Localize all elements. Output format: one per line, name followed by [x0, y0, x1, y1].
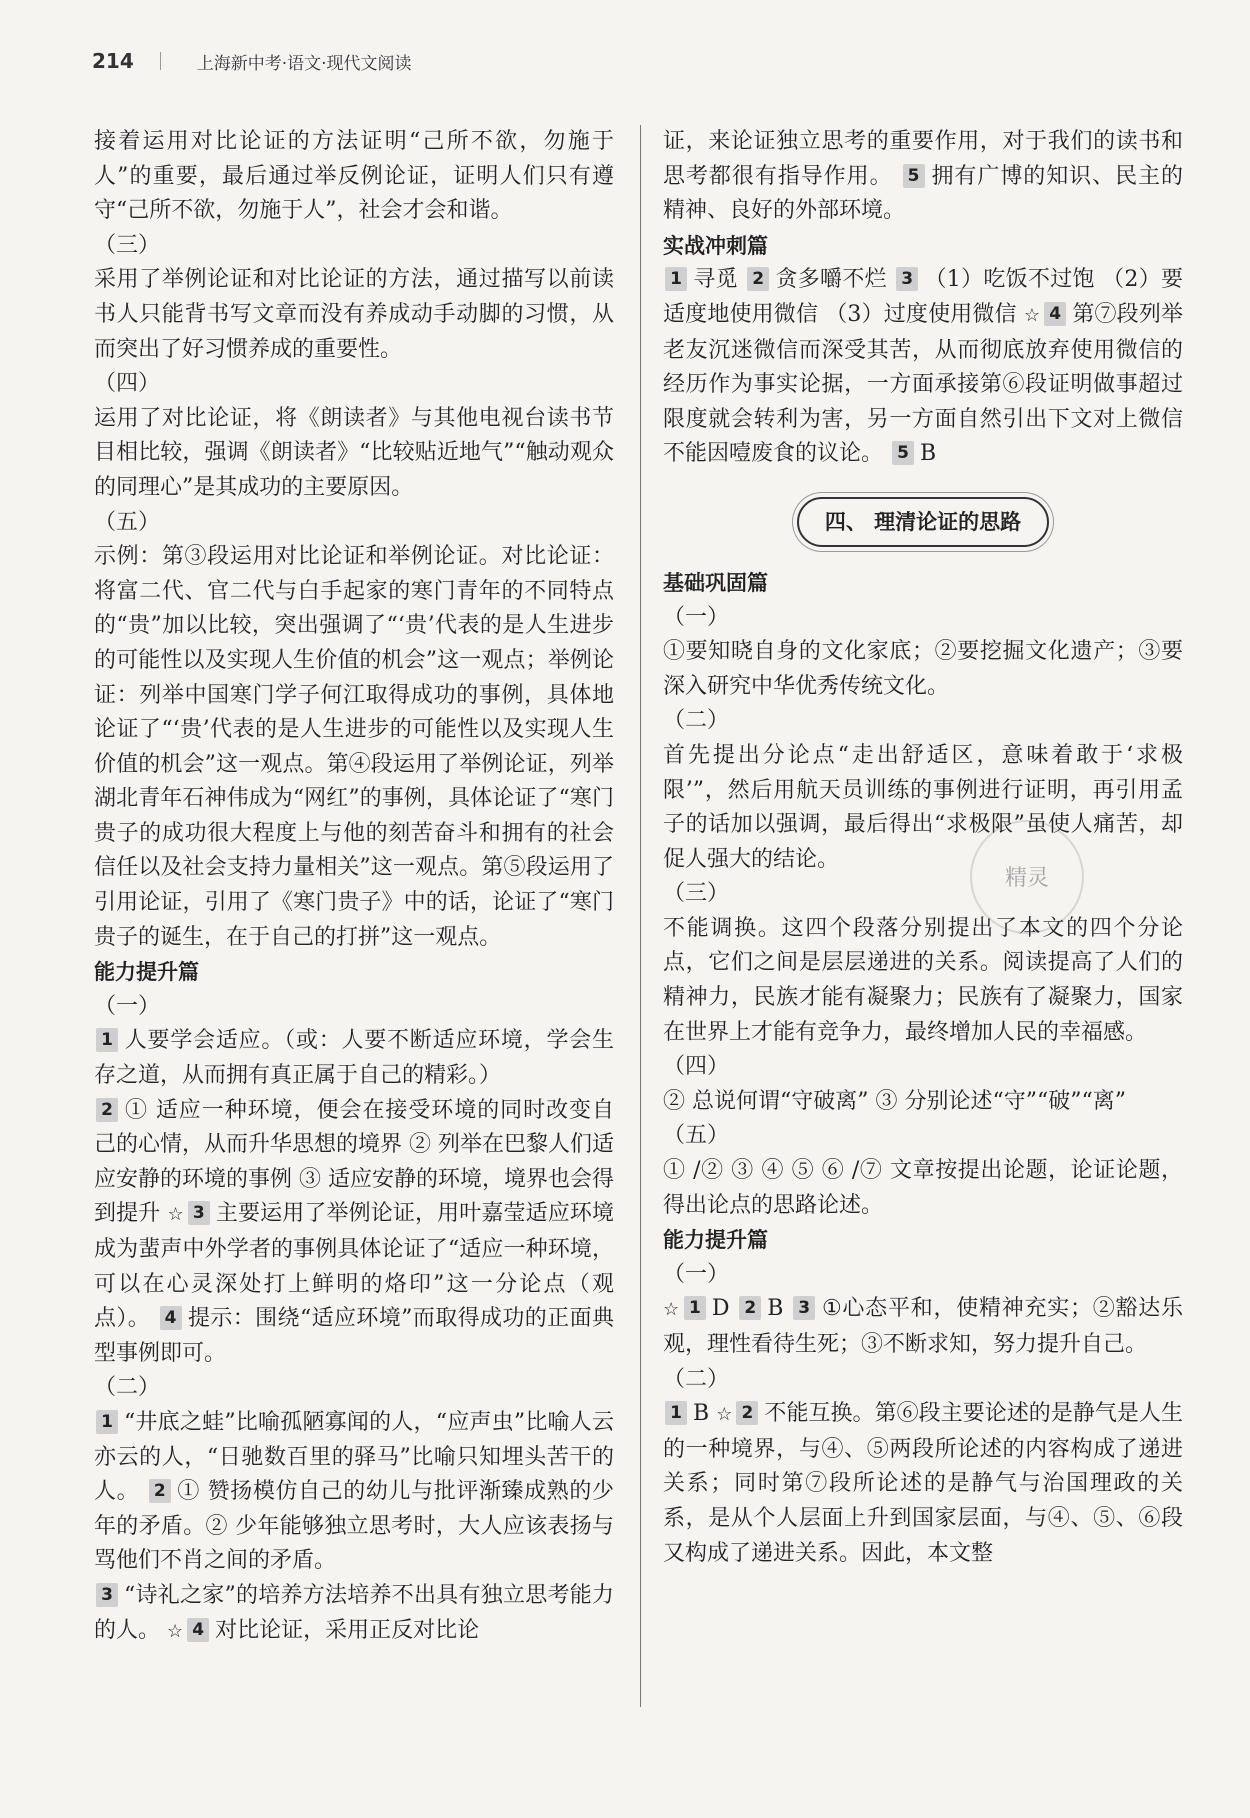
question-number: 4	[1044, 302, 1066, 326]
answer-text: ① 适应一种环境，便会在接受环境的同时改变自己的心情，从而升华思想的境界 ② 列举在巴黎人们适应安静的环境的事例 ③ 适应安静的环境，境界也会得到提升	[94, 1097, 614, 1227]
right-column	[663, 125, 1183, 1571]
question-number: 1	[684, 1296, 706, 1320]
question-number: 2	[736, 1401, 758, 1425]
answer-text: ①心态平和，使精神充实；②豁达乐观，理性看待生死；③不断求知，努力提升自己。	[663, 1296, 1183, 1357]
star-icon: ☆	[663, 1299, 680, 1321]
column-divider	[640, 125, 641, 1707]
question-number: 3	[896, 267, 918, 291]
answer-block	[663, 125, 1183, 229]
answer-text: 主要运用了举例论证，用叶嘉莹适应环境成为蜚声中外学者的事例具体论证了“适应一种环境，可以在心灵深处打上鲜明的烙印”这一分论点（观点）。	[94, 1201, 614, 1332]
left-column	[94, 125, 614, 1649]
answer-text: B	[767, 1296, 784, 1322]
paragraph: 示例：第③段运用对比论证和举例论证。对比论证：将富二代、官二代与白手起家的寒门青年的不同特点的“贵”加以比较，突出强调了“‘贵’代表的是人生进步的可能性以及实现人生价值的机会”这一观点；举例论证：列举中国寒门学子何江取得成功的事例，具体地论证了“‘贵’代表的是人生进步的可能性以及实现人生价值的机会”这一观点。第④段运用了举例论证，列举湖北青年石神伟成为“网红”的事例，具体论证了“寒门贵子的成功很大程度上与他的刻苦奋斗和拥有的社会信任以及社会支持力量相关”这一观点。第⑤段运用了引用论证，引用了《寒门贵子》中的话，论证了“寒门贵子的诞生，在于自己的打拼”这一观点。	[94, 544, 614, 950]
star-icon: ☆	[1023, 304, 1041, 326]
answer-block	[663, 1397, 1183, 1571]
paragraph: ② 总说何谓“守破离” ③ 分别论述“守”“破”“离”	[663, 1088, 1126, 1114]
answer-text: “诗礼之家”的培养方法培养不出具有独立思考能力的人。	[94, 1582, 614, 1643]
question-number: 1	[665, 267, 687, 291]
paragraph: ① /② ③ ④ ⑤ ⑥ /⑦ 文章按提出论题，论证论题，得出论点的思路论述。	[663, 1158, 1183, 1218]
answer-block	[94, 1024, 614, 1093]
section-label: （四）	[94, 371, 161, 397]
star-icon: ☆	[716, 1404, 733, 1426]
section-heading: 实战冲刺篇	[663, 233, 768, 258]
svg-text:精灵: 精灵	[1004, 866, 1050, 891]
paragraph: 运用了对比论证，将《朗读者》与其他电视台读书节目相比较，强调《朗读者》“比较贴近地气”“触动观众的同理心”是其成功的主要原因。	[94, 405, 614, 500]
answer-text: 第⑦段列举老友沉迷微信而深受其苦，从而彻底放弃使用微信的经历作为事实论据，一方面承接第⑥段证明做事超过限度就会转利为害，另一方面自然引出下文对上微信不能因噎废食的议论。	[663, 301, 1183, 467]
stamp-graphic	[982, 847, 1072, 907]
answer-text: B	[693, 1401, 710, 1427]
star-icon: ☆	[167, 1204, 184, 1226]
section-label: （五）	[663, 1123, 730, 1149]
watermark-stamp	[970, 820, 1084, 934]
chapter-banner	[663, 482, 1183, 562]
section-label: （二）	[663, 1366, 730, 1392]
answer-block	[94, 1094, 614, 1372]
section-heading: 基础巩固篇	[663, 570, 768, 595]
answer-text: D	[711, 1296, 730, 1322]
question-number: 4	[187, 1618, 209, 1642]
question-number: 5	[892, 441, 914, 465]
section-label: （一）	[663, 1261, 730, 1287]
answer-block	[94, 1406, 614, 1579]
question-number: 2	[96, 1098, 118, 1122]
question-number: 1	[96, 1410, 118, 1434]
header-divider	[160, 52, 161, 70]
page-header	[92, 46, 412, 76]
answer-text: 人要学会适应。（或：人要不断适应环境，学会生存之道，从而拥有真正属于自己的精彩。）	[94, 1028, 614, 1089]
answer-block	[94, 1579, 614, 1649]
section-label: （三）	[94, 232, 161, 258]
question-number: 1	[665, 1401, 687, 1425]
page-number: 214	[92, 49, 134, 73]
section-label: （二）	[94, 1375, 161, 1401]
answer-block	[663, 1292, 1183, 1362]
question-number: 3	[188, 1201, 210, 1225]
question-number: 1	[96, 1028, 118, 1052]
paragraph: 首先提出分论点“走出舒适区，意味着敢于‘求极限’”，然后用航天员训练的事例进行证明，再引用孟子的话加以强调，最后得出“求极限”虽使人痛苦，却促人强大的结论。	[663, 742, 1183, 872]
section-label: （五）	[94, 509, 161, 535]
answer-text: B	[920, 441, 937, 467]
question-number: 3	[793, 1296, 815, 1320]
paragraph: 不能调换。这四个段落分别提出了本文的四个分论点，它们之间是层层递进的关系。阅读提高了人们的精神力，民族才能有凝聚力；民族有了凝聚力，国家在世界上才能有竞争力，最终增加人民的幸福感。	[663, 915, 1183, 1045]
section-label: （一）	[94, 993, 161, 1019]
section-heading: 能力提升篇	[663, 1228, 768, 1253]
star-icon: ☆	[167, 1620, 184, 1642]
section-heading: 能力提升篇	[94, 960, 199, 985]
answer-block	[663, 263, 1183, 472]
question-number: 2	[149, 1479, 171, 1503]
question-number: 3	[96, 1583, 118, 1607]
paragraph: 接着运用对比论证的方法证明“己所不欲，勿施于人”的重要，最后通过举反例论证，证明人们只有遵守“己所不欲，勿施于人”，社会才会和谐。	[94, 129, 614, 224]
answer-text: 不能互换。第⑥段主要论述的是静气是人生的一种境界，与④、⑤两段所论述的内容构成了递进关系；同时第⑦段所论述的是静气与治国理政的关系，是从个人层面上升到国家层面，与④、⑤、⑥段又构成了递进关系。因此，本文整	[663, 1401, 1183, 1566]
answer-text: 拥有广博的知识、民主的精神、良好的外部环境。	[663, 163, 1183, 224]
chapter-title: 四、 理清论证的思路	[797, 497, 1049, 548]
answer-text: ① 赞扬模仿自己的幼儿与批评渐臻成熟的少年的矛盾。② 少年能够独立思考时，大人应该表扬与骂他们不肖之间的矛盾。	[94, 1479, 614, 1574]
answer-text: 对比论证，采用正反对比论	[215, 1617, 480, 1643]
answer-text: 贪多嚼不烂	[775, 267, 887, 293]
paragraph: ①要知晓自身的文化家底；②要挖掘文化遗产；③要深入研究中华优秀传统文化。	[663, 639, 1183, 699]
section-label: （二）	[663, 708, 730, 734]
answer-text: 证，来论证独立思考的重要作用，对于我们的读书和思考都很有指导作用。	[663, 129, 1183, 189]
section-label: （四）	[663, 1054, 730, 1080]
section-label: （三）	[663, 881, 730, 907]
book-title: 上海新中考·语文·现代文阅读	[196, 53, 412, 74]
paragraph: 采用了举例论证和对比论证的方法，通过描写以前读书人只能背书写文章而没有养成动手动脚的习惯，从而突出了好习惯养成的重要性。	[94, 267, 614, 362]
question-number: 5	[903, 164, 925, 188]
section-label: （一）	[663, 604, 730, 630]
answer-text: 提示：围绕“适应环境”而取得成功的正面典型事例即可。	[94, 1306, 614, 1366]
question-number: 4	[160, 1306, 182, 1330]
answer-text: （1）吃饭不过饱 （2）要适度地使用微信 （3）过度使用微信	[663, 267, 1183, 327]
question-number: 2	[747, 267, 769, 291]
question-number: 2	[739, 1296, 761, 1320]
answer-text: 寻觅	[693, 267, 738, 293]
answer-text: “井底之蛙”比喻孤陋寡闻的人，“应声虫”比喻人云亦云的人，“日驰数百里的驿马”比喻只知埋头苦干的人。	[94, 1409, 614, 1505]
